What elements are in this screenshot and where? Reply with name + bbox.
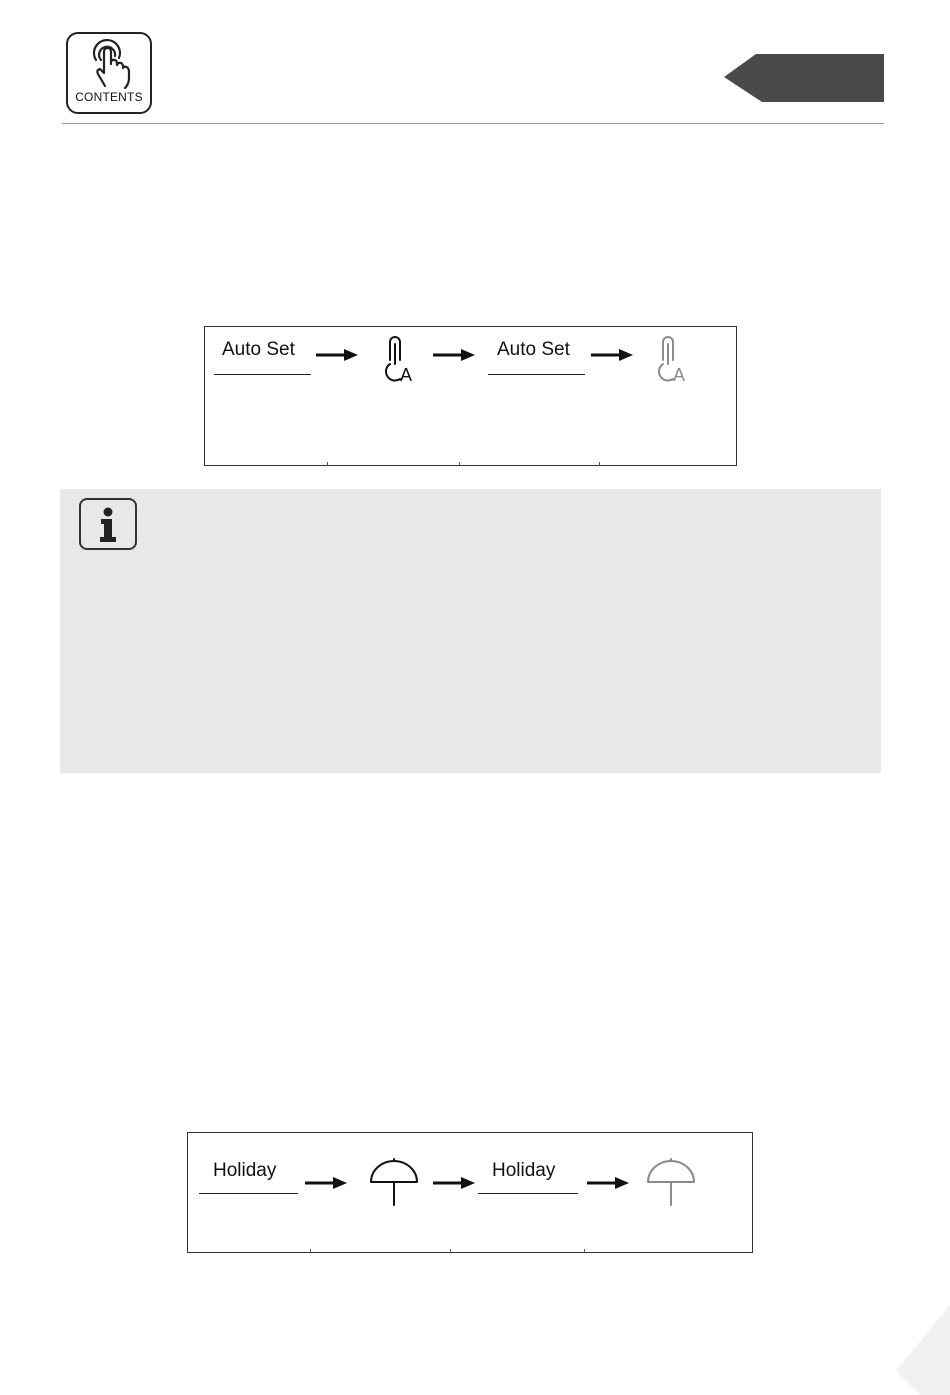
holiday-step1-label: Holiday	[213, 1160, 277, 1181]
svg-text:A: A	[673, 365, 686, 384]
auto-set-step2-underline	[488, 374, 585, 375]
arrow-right-icon	[433, 1176, 477, 1190]
contents-button[interactable]	[66, 32, 152, 114]
umbrella-faded-icon	[645, 1157, 697, 1207]
arrow-right-icon	[591, 348, 635, 362]
umbrella-icon	[368, 1157, 420, 1207]
contents-label: CONTENTS	[75, 90, 143, 104]
arrow-right-icon	[305, 1176, 349, 1190]
auto-set-step1-underline	[214, 374, 311, 375]
svg-text:A: A	[400, 365, 413, 384]
page-corner-decoration	[890, 1305, 950, 1395]
back-arrow-tab-icon[interactable]	[724, 54, 886, 104]
info-note-box	[60, 489, 881, 773]
arrow-right-icon	[587, 1176, 631, 1190]
thermometer-a-icon	[380, 334, 420, 384]
hand-pointer-icon	[88, 38, 134, 90]
thermometer-a-faded-icon	[653, 334, 693, 384]
auto-set-step1-label: Auto Set	[222, 339, 295, 360]
info-icon	[79, 498, 137, 550]
arrow-right-icon	[316, 348, 360, 362]
header-divider	[62, 123, 884, 124]
auto-set-step2-label: Auto Set	[497, 339, 570, 360]
holiday-step2-label: Holiday	[492, 1160, 556, 1181]
holiday-step2-underline	[478, 1193, 578, 1194]
holiday-step1-underline	[199, 1193, 298, 1194]
arrow-right-icon	[433, 348, 477, 362]
